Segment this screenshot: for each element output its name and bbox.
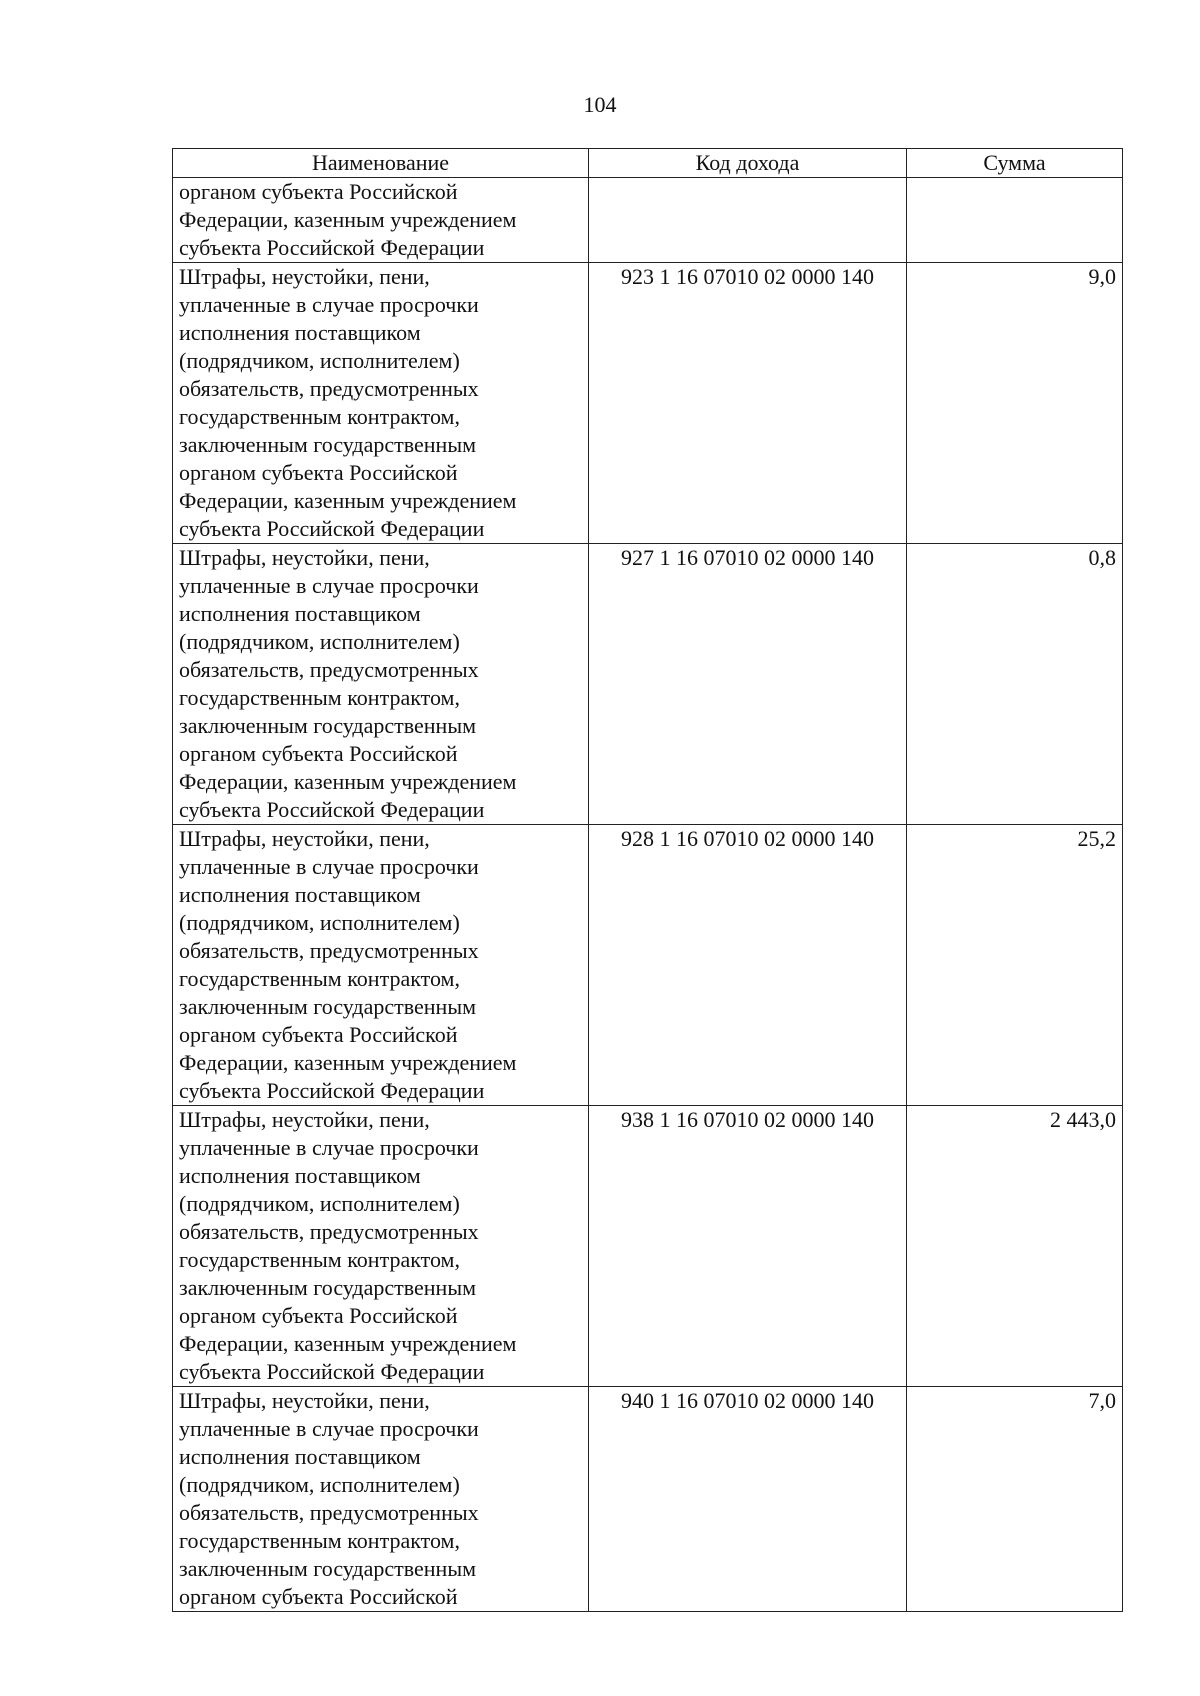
- page-number: 104: [583, 92, 617, 117]
- cell-sum: 2 443,0: [907, 1106, 1123, 1387]
- header-code: Код дохода: [589, 149, 907, 178]
- table-row: [173, 1106, 1123, 1387]
- table-row: [173, 544, 1123, 825]
- cell-code: 938 1 16 07010 02 0000 140: [589, 1106, 907, 1387]
- cell-code: 928 1 16 07010 02 0000 140: [589, 825, 907, 1106]
- cell-code: 923 1 16 07010 02 0000 140: [589, 263, 907, 544]
- table-row: [173, 178, 1123, 263]
- cell-code: 927 1 16 07010 02 0000 140: [589, 544, 907, 825]
- cell-name: органом субъекта Российской Федерации, казенным учреждением субъекта Российской Федерации: [173, 178, 589, 263]
- cell-name: Штрафы, неустойки, пени, уплаченные в случае просрочки исполнения поставщиком (подрядчиком, исполнителем) обязательств, предусмотренных государственным контрактом, заключенным государственным органом субъекта Российской Федерации, казенным учреждением субъекта Российской Федерации: [173, 825, 589, 1106]
- cell-sum: 9,0: [907, 263, 1123, 544]
- table-header-row: [173, 149, 1123, 178]
- cell-code: [589, 178, 907, 263]
- revenue-table: [172, 148, 1123, 1612]
- header-sum: Сумма: [907, 149, 1123, 178]
- cell-code: 940 1 16 07010 02 0000 140: [589, 1387, 907, 1612]
- cell-sum: [907, 178, 1123, 263]
- cell-name: Штрафы, неустойки, пени, уплаченные в случае просрочки исполнения поставщиком (подрядчиком, исполнителем) обязательств, предусмотренных государственным контрактом, заключенным государственным органом субъекта Российской Федерации, казенным учреждением субъекта Российской Федерации: [173, 544, 589, 825]
- cell-sum: 7,0: [907, 1387, 1123, 1612]
- table-row: [173, 263, 1123, 544]
- table-row: [173, 825, 1123, 1106]
- header-name: Наименование: [173, 149, 589, 178]
- cell-name: Штрафы, неустойки, пени, уплаченные в случае просрочки исполнения поставщиком (подрядчиком, исполнителем) обязательств, предусмотренных государственным контрактом, заключенным государственным органом субъекта Российской Федерации, казенным учреждением субъекта Российской Федерации: [173, 263, 589, 544]
- table-row: [173, 1387, 1123, 1612]
- revenue-table-container: [172, 148, 1122, 1612]
- cell-name: Штрафы, неустойки, пени, уплаченные в случае просрочки исполнения поставщиком (подрядчиком, исполнителем) обязательств, предусмотренных государственным контрактом, заключенным государственным органом субъекта Российской Федерации, казенным учреждением субъекта Российской Федерации: [173, 1106, 589, 1387]
- cell-name: Штрафы, неустойки, пени, уплаченные в случае просрочки исполнения поставщиком (подрядчиком, исполнителем) обязательств, предусмотренных государственным контрактом, заключенным государственным органом субъекта Российской: [173, 1387, 589, 1612]
- cell-sum: 25,2: [907, 825, 1123, 1106]
- cell-sum: 0,8: [907, 544, 1123, 825]
